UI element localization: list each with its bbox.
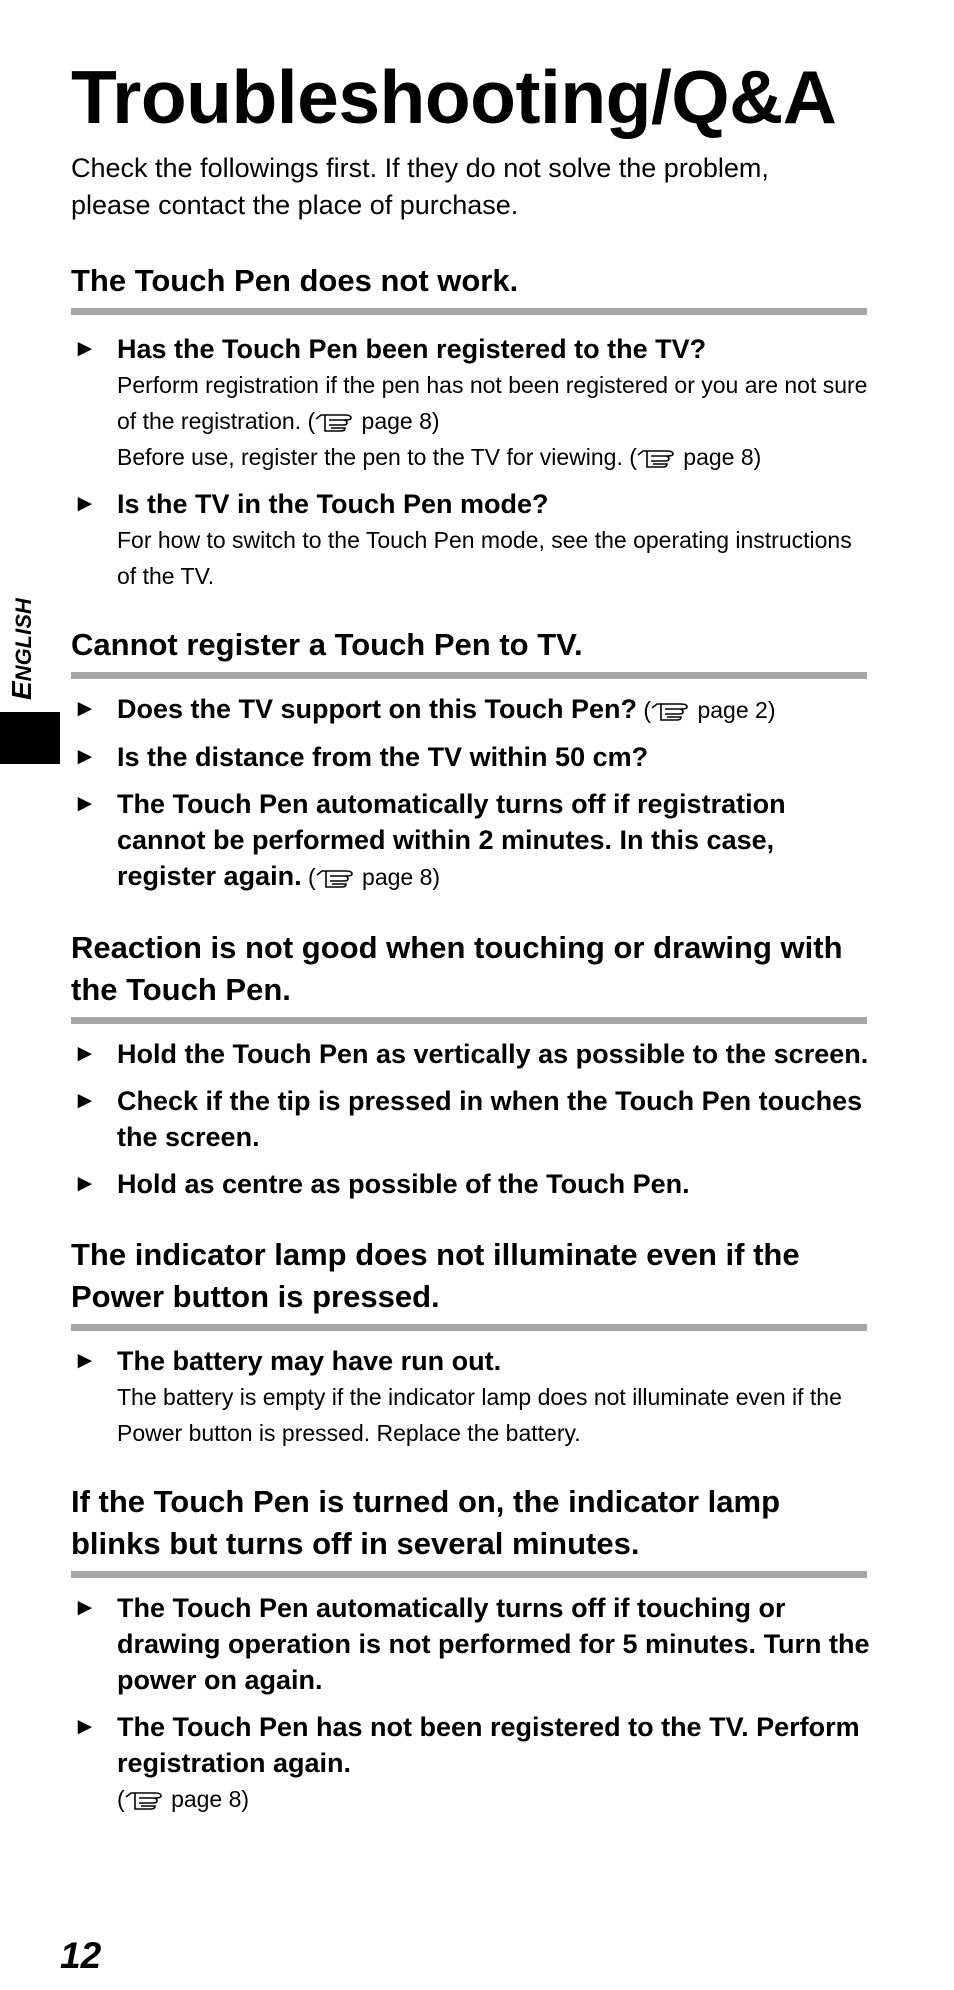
page-reference-open: ( — [637, 697, 652, 723]
triangle-bullet-icon: ► — [73, 335, 97, 362]
triangle-bullet-icon: ► — [73, 1040, 97, 1067]
item-list — [71, 691, 871, 895]
item-answer-text: Before use, register the pen to the TV for viewing. ( — [117, 444, 637, 470]
item-question: Has the Touch Pen been registered to the TV? — [117, 334, 707, 364]
pointing-hand-icon — [637, 447, 677, 469]
section-heading: Cannot register a Touch Pen to TV. — [71, 627, 583, 662]
page-content — [71, 56, 871, 1828]
item-question — [117, 786, 871, 895]
page-title: Troubleshooting/Q&A — [71, 55, 837, 139]
page-reference-open: ( — [117, 1786, 125, 1812]
list-item — [71, 739, 871, 775]
item-answer: For how to switch to the Touch Pen mode, see the operating instructions of the TV. — [117, 527, 852, 589]
section-reaction-not-good — [71, 927, 871, 1202]
section-touch-pen-not-work — [71, 260, 871, 594]
item-answer: The battery is empty if the indicator lamp does not illuminate even if the Power button is pressed. Replace the battery. — [117, 1384, 842, 1446]
language-label — [6, 590, 40, 700]
section-heading: The indicator lamp does not illuminate even if the Power button is pressed. — [71, 1237, 800, 1314]
triangle-bullet-icon: ► — [73, 790, 97, 817]
list-item — [71, 1036, 871, 1072]
section-divider — [71, 1017, 867, 1024]
page-number: 12 — [60, 1935, 102, 1976]
item-answer — [117, 439, 871, 475]
item-question — [117, 691, 871, 728]
list-item — [71, 331, 871, 475]
section-turns-off — [71, 1481, 871, 1817]
page-reference-text: page 8) — [171, 1786, 250, 1812]
pointing-hand-icon — [125, 1789, 165, 1811]
triangle-bullet-icon: ► — [73, 1594, 97, 1621]
page-reference — [117, 1781, 871, 1817]
section-heading: The Touch Pen does not work. — [71, 263, 519, 298]
item-question: Hold the Touch Pen as vertically as possible to the screen. — [117, 1039, 869, 1069]
item-answer-text: Perform registration if the pen has not been registered or you are not sure of the registration. ( — [117, 372, 868, 434]
language-tab-marker — [0, 712, 60, 764]
item-question-text: The Touch Pen automatically turns off if registration cannot be performed within 2 minutes. In this case, register again. — [117, 789, 786, 891]
list-item — [71, 1083, 871, 1155]
section-divider — [71, 308, 867, 315]
page-reference — [302, 864, 440, 890]
pointing-hand-icon — [316, 867, 356, 889]
item-list — [71, 1343, 871, 1451]
item-list — [71, 1036, 871, 1202]
intro-text: Check the followings first. If they do not solve the problem, please contact the place of purchase. — [71, 153, 769, 220]
triangle-bullet-icon: ► — [73, 743, 97, 770]
section-divider — [71, 1571, 867, 1578]
section-divider — [71, 672, 867, 679]
triangle-bullet-icon: ► — [73, 490, 97, 517]
page-reference-text: page 8) — [361, 408, 440, 434]
item-question: Hold as centre as possible of the Touch Pen. — [117, 1169, 690, 1199]
item-question: Check if the tip is pressed in when the Touch Pen touches the screen. — [117, 1086, 863, 1152]
page-reference-open: ( — [301, 864, 316, 890]
page-reference — [637, 444, 761, 470]
list-item — [71, 1709, 871, 1817]
item-question: The Touch Pen automatically turns off if touching or drawing operation is not performed for 5 minutes. Turn the power on again. — [117, 1593, 870, 1695]
item-question: The Touch Pen has not been registered to the TV. Perform registration again. — [117, 1712, 860, 1778]
list-item — [71, 691, 871, 728]
triangle-bullet-icon: ► — [73, 1713, 97, 1740]
item-question-text: Does the TV support on this Touch Pen? — [117, 694, 638, 724]
triangle-bullet-icon: ► — [73, 1087, 97, 1114]
page-reference-text: page 8) — [683, 444, 762, 470]
item-list — [71, 1590, 871, 1817]
item-question: Is the TV in the Touch Pen mode? — [117, 489, 549, 519]
page-reference-text: page 2) — [697, 697, 776, 723]
language-label-initial: E — [6, 681, 37, 700]
section-cannot-register — [71, 624, 871, 895]
section-indicator-lamp — [71, 1234, 871, 1451]
triangle-bullet-icon: ► — [73, 1347, 97, 1374]
section-heading: Reaction is not good when touching or drawing with the Touch Pen. — [71, 930, 843, 1007]
page-reference — [637, 697, 775, 723]
triangle-bullet-icon: ► — [73, 1170, 97, 1197]
page-reference — [315, 408, 439, 434]
list-item — [71, 786, 871, 895]
language-label-rest: NGLISH — [11, 598, 36, 682]
item-question: Is the distance from the TV within 50 cm? — [117, 742, 649, 772]
section-divider — [71, 1324, 867, 1331]
list-item — [71, 486, 871, 594]
pointing-hand-icon — [315, 411, 355, 433]
pointing-hand-icon — [651, 700, 691, 722]
list-item — [71, 1166, 871, 1202]
item-question: The battery may have run out. — [117, 1346, 502, 1376]
item-list — [71, 331, 871, 594]
section-heading: If the Touch Pen is turned on, the indicator lamp blinks but turns off in several minutes. — [71, 1484, 781, 1561]
triangle-bullet-icon: ► — [73, 695, 97, 722]
list-item — [71, 1343, 871, 1451]
item-answer — [117, 367, 871, 439]
page-reference-text: page 8) — [362, 864, 441, 890]
list-item — [71, 1590, 871, 1698]
